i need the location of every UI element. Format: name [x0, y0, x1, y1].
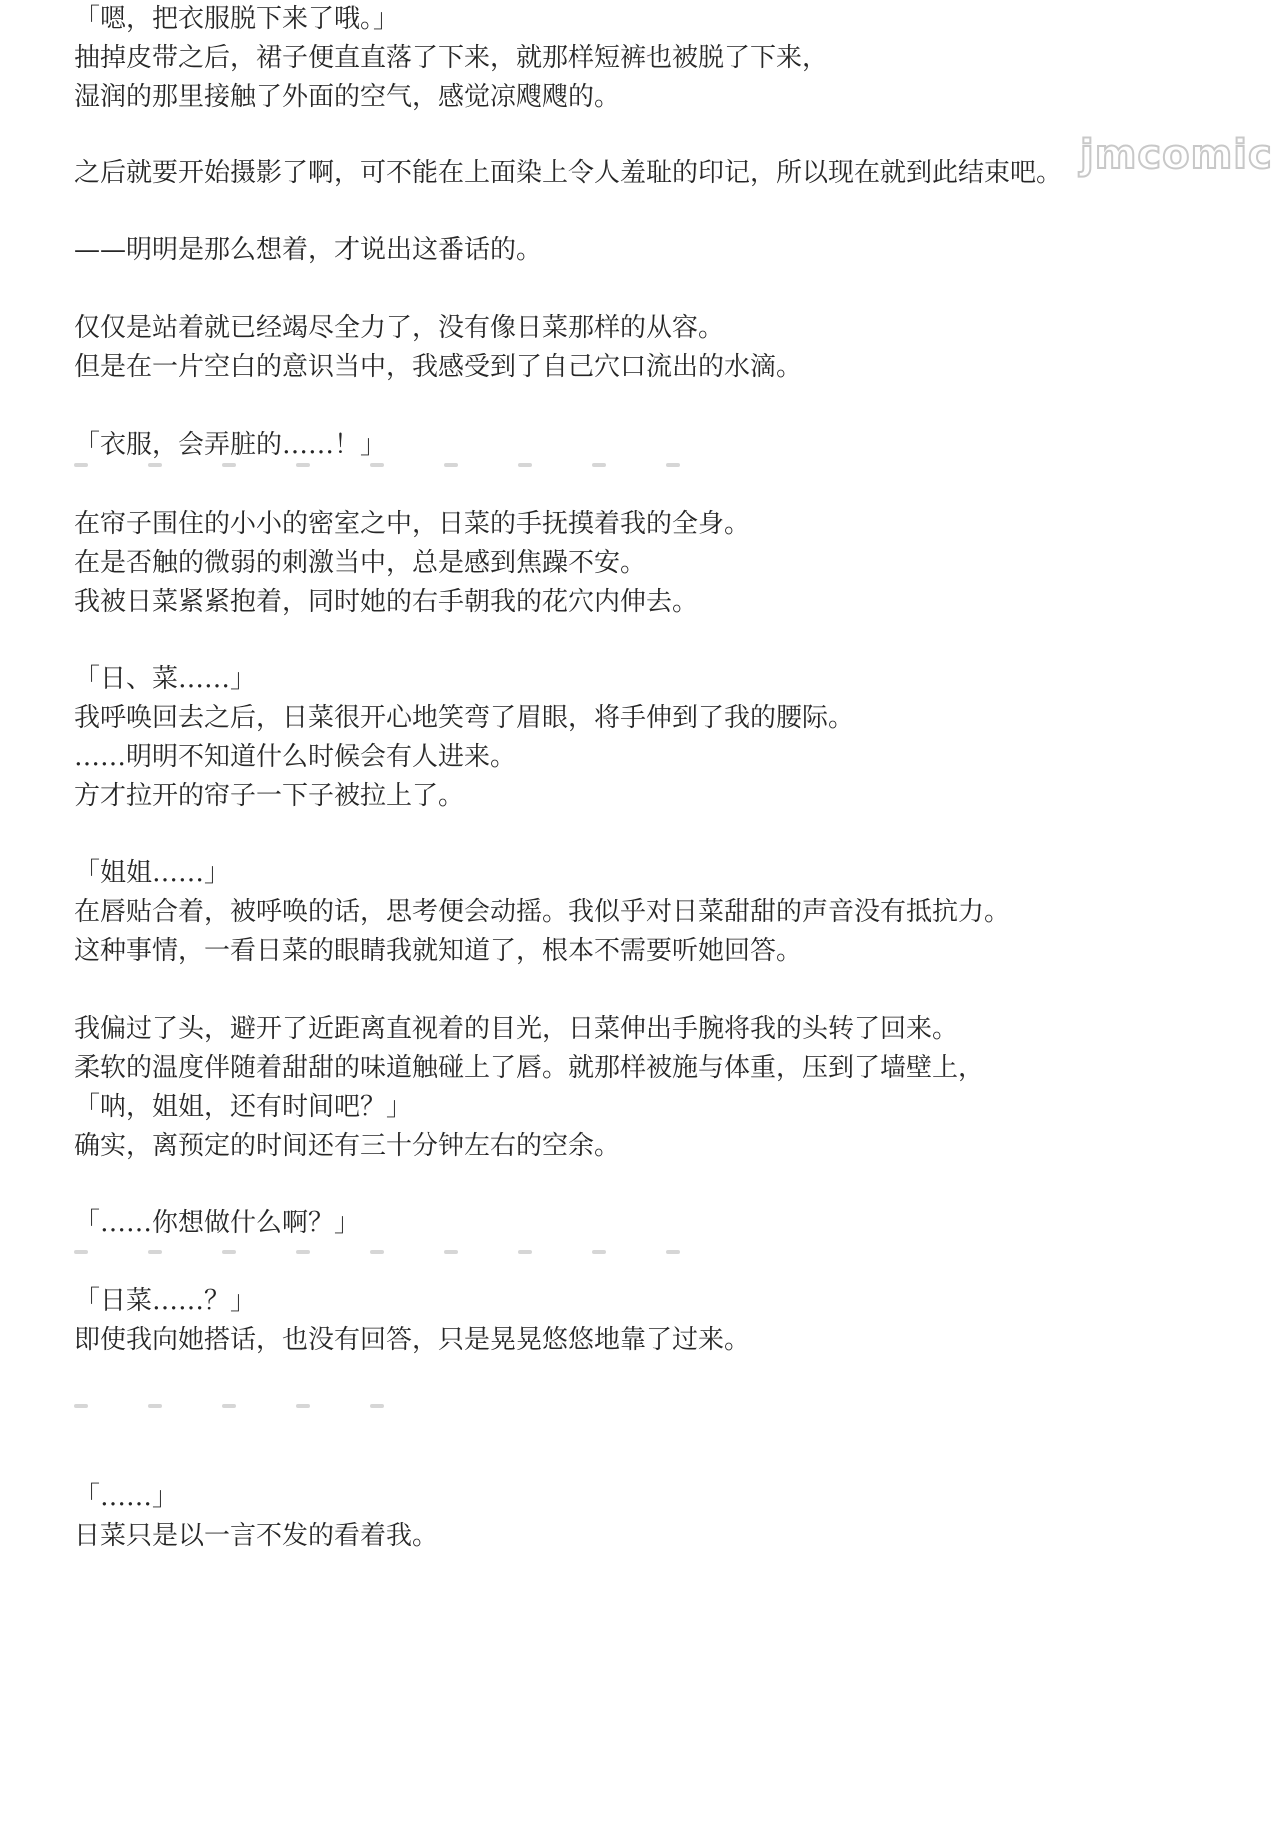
text-line: 之后就要开始摄影了啊，可不能在上面染上令人羞耻的印记，所以现在就到此结束吧。 [74, 158, 1063, 188]
text-line: 「日菜……？」 [74, 1286, 257, 1316]
text-line: 柔软的温度伴随着甜甜的味道触碰上了唇。就那样被施与体重，压到了墙壁上， [74, 1053, 985, 1083]
text-line: 即使我向她搭话，也没有回答，只是晃晃悠悠地靠了过来。 [74, 1325, 751, 1355]
text-line: 我被日菜紧紧抱着，同时她的右手朝我的花穴内伸去。 [74, 587, 699, 617]
text-line: 「……」 [74, 1482, 179, 1512]
text-line: 仅仅是站着就已经竭尽全力了，没有像日菜那样的从容。 [74, 313, 725, 343]
text-line: 「……你想做什么啊？」 [74, 1208, 361, 1238]
text-line: 「日、菜……」 [74, 664, 257, 694]
text-line: 「衣服，会弄脏的……！」 [74, 430, 387, 460]
text-line: 方才拉开的帘子一下子被拉上了。 [74, 781, 465, 811]
text-line: 抽掉皮带之后，裙子便直直落了下来，就那样短裤也被脱了下来， [74, 43, 829, 73]
text-line: 在帘子围住的小小的密室之中，日菜的手抚摸着我的全身。 [74, 509, 751, 539]
faded-text-artifact [74, 463, 680, 469]
text-line: 我偏过了头，避开了近距离直视着的目光，日菜伸出手腕将我的头转了回来。 [74, 1014, 959, 1044]
text-line: 在唇贴合着，被呼唤的话，思考便会动摇。我似乎对日菜甜甜的声音没有抵抗力。 [74, 897, 1011, 927]
text-line: 「姐姐……」 [74, 858, 231, 888]
text-line: 「呐，姐姐，还有时间吧？」 [74, 1092, 413, 1122]
text-line: ……明明不知道什么时候会有人进来。 [74, 742, 517, 772]
faded-text-artifact [74, 1250, 680, 1256]
watermark-logo: jmcomic [1080, 132, 1273, 178]
faded-text-artifact [74, 1404, 384, 1410]
text-line: ——明明是那么想着，才说出这番话的。 [74, 235, 543, 265]
text-line: 我呼唤回去之后，日菜很开心地笑弯了眉眼，将手伸到了我的腰际。 [74, 703, 855, 733]
text-line: 在是否触的微弱的刺激当中，总是感到焦躁不安。 [74, 548, 647, 578]
text-line: 「嗯，把衣服脱下来了哦。」 [74, 4, 400, 34]
text-line: 这种事情，一看日菜的眼睛我就知道了，根本不需要听她回答。 [74, 936, 803, 966]
text-line: 湿润的那里接触了外面的空气，感觉凉飕飕的。 [74, 82, 621, 112]
text-line: 确实，离预定的时间还有三十分钟左右的空余。 [74, 1131, 621, 1161]
text-line: 日菜只是以一言不发的看着我。 [74, 1521, 439, 1551]
text-line: 但是在一片空白的意识当中，我感受到了自己穴口流出的水滴。 [74, 352, 803, 382]
